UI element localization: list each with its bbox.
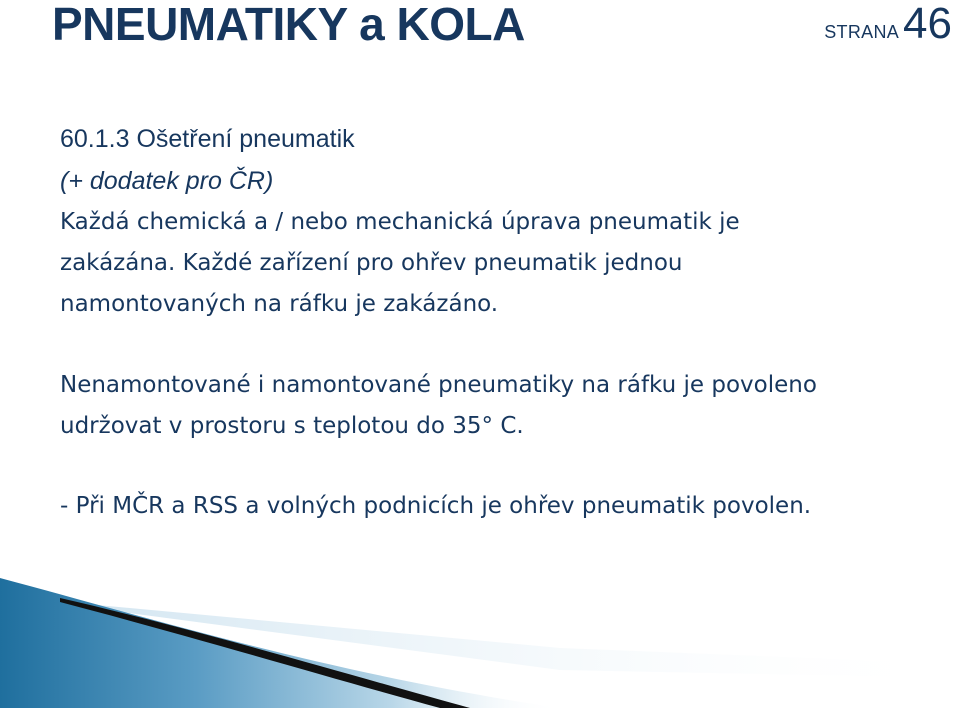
- page-indicator: [824, 2, 952, 46]
- section-subheading: (+ dodatek pro ČR): [60, 167, 274, 195]
- paragraph-3: - Při MČR a RSS a volných podnicích je ohřev pneumatik povolen.: [60, 493, 812, 519]
- page-label: STRANA: [824, 22, 900, 42]
- page-number: 46: [903, 0, 952, 48]
- paragraph-1-line-1: Každá chemická a / nebo mechanická úprava pneumatik je: [60, 209, 740, 235]
- spacer: [60, 447, 955, 486]
- section-heading: 60.1.3 Ošetření pneumatik: [60, 125, 355, 153]
- paragraph-1-line-3: namontovaných na ráfku je zakázáno.: [60, 291, 499, 317]
- slide-title: PNEUMATIKY a KOLA: [52, 0, 525, 50]
- paragraph-2-line-2: udržovat v prostoru s teplotou do 35° C.: [60, 413, 524, 439]
- paragraph-1-line-2: zakázána. Každé zařízení pro ohřev pneumatik jednou: [60, 250, 683, 276]
- paragraph-2-line-1: Nenamontované i namontované pneumatiky na ráfku je povoleno: [60, 372, 817, 398]
- slide-body: [60, 118, 955, 527]
- swoosh-decoration: [0, 578, 960, 708]
- spacer: [60, 325, 955, 365]
